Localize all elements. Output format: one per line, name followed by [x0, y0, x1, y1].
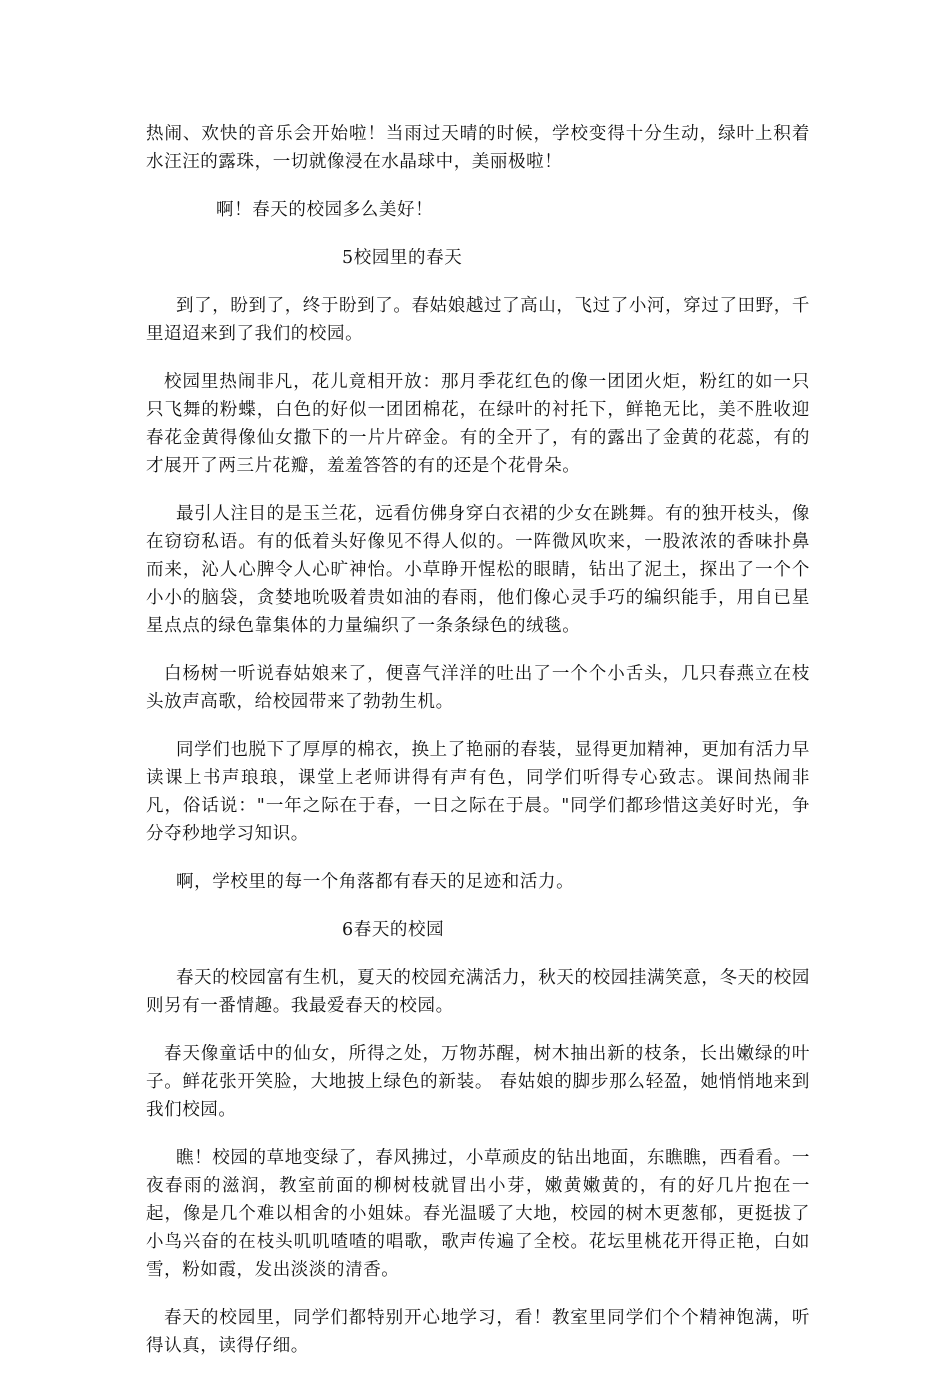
section-6-paragraph: 春天的校园富有生机，夏天的校园充满活力，秋天的校园挂满笑意，冬天的校园则另有一番情趣。我最爱春天的校园。	[146, 968, 810, 1016]
section-5-paragraph: 同学们也脱下了厚厚的棉衣，换上了艳丽的春装，显得更加精神，更加有活力早读课上书声琅琅，课堂上老师讲得有声有色，同学们听得专心致志。课间热闹非凡，俗话说："一年之际在于春，一日之际在于晨。"同学们都珍惜这美好时光，争分夺秒地学习知识。	[146, 740, 810, 844]
section-6-paragraph: 春天的校园里，同学们都特别开心地学习，看！教室里同学们个个精神饱满，听得认真，读得仔细。	[146, 1308, 810, 1356]
section-6-title: 6春天的校园	[342, 920, 445, 940]
intro-paragraph: 热闹、欢快的音乐会开始啦！当雨过天晴的时候，学校变得十分生动，绿叶上积着水汪汪的露珠，一切就像浸在水晶球中，美丽极啦！	[146, 124, 810, 172]
section-5-title: 5校园里的春天	[342, 248, 463, 268]
section-6-paragraph: 春天像童话中的仙女，所得之处，万物苏醒，树木抽出新的枝条，长出嫩绿的叶子。鲜花张开笑脸，大地披上绿色的新装。 春姑娘的脚步那么轻盈，她悄悄地来到我们校园。	[146, 1044, 810, 1120]
section-5-paragraph: 校园里热闹非凡，花儿竟相开放：那月季花红色的像一团团火炬，粉红的如一只只飞舞的粉蝶，白色的好似一团团棉花，在绿叶的衬托下，鲜艳无比，美不胜收迎春花金黄得像仙女撒下的一片片碎金。有的全开了，有的露出了金黄的花蕊，有的才展开了两三片花瓣，羞羞答答的有的还是个花骨朵。	[146, 372, 810, 476]
section-5-paragraph: 到了，盼到了，终于盼到了。春姑娘越过了高山，飞过了小河，穿过了田野，千里迢迢来到了我们的校园。	[146, 296, 810, 344]
intro-exclamation: 啊！春天的校园多么美好！	[216, 200, 434, 220]
section-5-paragraph: 白杨树一听说春姑娘来了，便喜气洋洋的吐出了一个个小舌头，几只春燕立在枝头放声高歌，给校园带来了勃勃生机。	[146, 664, 810, 712]
section-6-paragraph: 瞧！校园的草地变绿了，春风拂过，小草顽皮的钻出地面，东瞧瞧，西看看。一夜春雨的滋润，教室前面的柳树枝就冒出小芽，嫩黄嫩黄的，有的好几片抱在一起，像是几个难以相舍的小姐妹。春光温暖了大地，校园的树木更葱郁，更挺拔了小鸟兴奋的在枝头叽叽喳喳的唱歌，歌声传遍了全校。花坛里桃花开得正艳，白如雪，粉如霞，发出淡淡的清香。	[146, 1148, 810, 1280]
document-body	[146, 120, 810, 1380]
section-5-paragraph: 啊，学校里的每一个角落都有春天的足迹和活力。	[176, 872, 575, 892]
section-5-paragraph: 最引人注目的是玉兰花，远看仿佛身穿白衣裙的少女在跳舞。有的独开枝头，像在窃窃私语。有的低着头好像见不得人似的。一阵微风吹来，一股浓浓的香味扑鼻而来，沁人心脾令人心旷神怡。小草睁开惺松的眼睛，钻出了泥土，探出了一个个小小的脑袋，贪婪地吮吸着贵如油的春雨，他们像心灵手巧的编织能手，用自已星星点点的绿色靠集体的力量编织了一条条绿色的绒毯。	[146, 504, 810, 636]
